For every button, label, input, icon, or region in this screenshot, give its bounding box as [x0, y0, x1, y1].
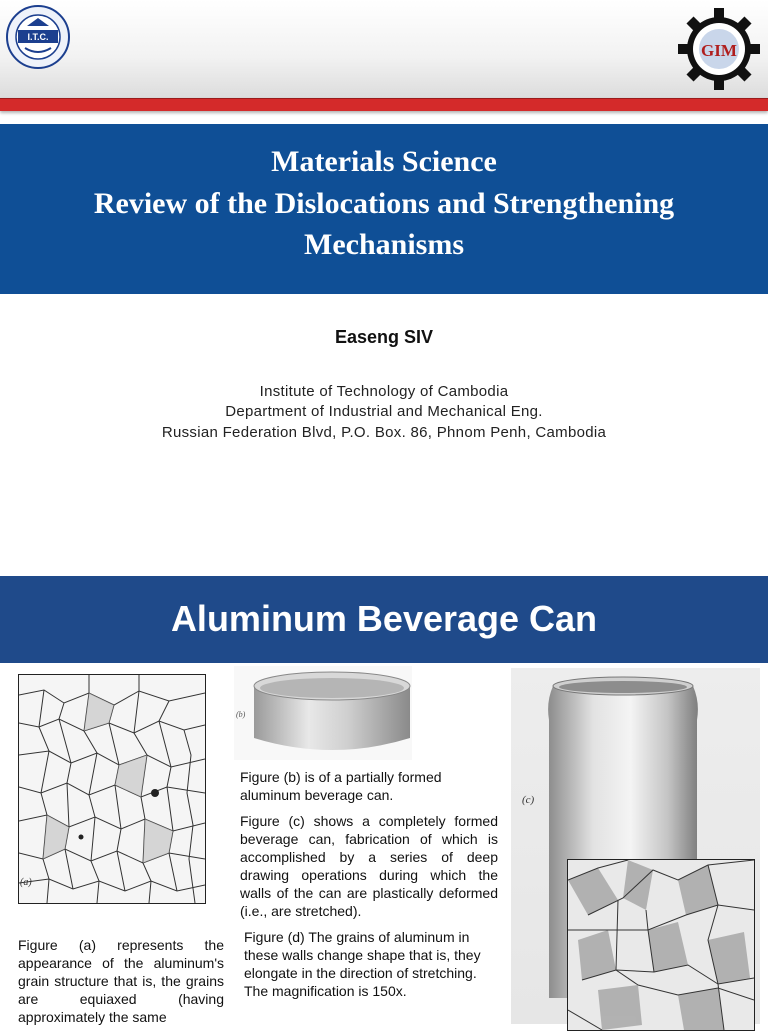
figure-c-caption: Figure (c) shows a completely formed beverage can, fabrication of which is accomplished by a series of deep drawing operations during which the walls of the can are plastically deformed (i.e., are stretched).	[240, 813, 498, 919]
figure-b-caption: Figure (b) is of a partially formed aluminum beverage can.	[240, 769, 442, 803]
partially-formed-can-photo	[234, 666, 412, 760]
affiliation-line-3: Russian Federation Blvd, P.O. Box. 86, Phnom Penh, Cambodia	[161, 424, 607, 441]
figure-a-caption: Figure (a) represents the appearance of the aluminum's grain structure that is, the grains are equiaxed (having approximately the same	[18, 937, 224, 1025]
header-bar	[0, 0, 768, 104]
affiliation-line-2: Department of Industrial and Mechanical Eng.	[225, 403, 543, 420]
slide-heading: Aluminum Beverage Can	[170, 598, 598, 639]
micrograph-elongated-grains	[567, 859, 755, 1031]
heading-band	[0, 576, 768, 663]
figure-b-label: (b)	[236, 710, 246, 719]
title-line-3: Mechanisms	[304, 228, 464, 261]
figure-d-caption: Figure (d) The grains of aluminum in these walls change shape that is, they elongate in the direction of stretching. The magnification is 150x.	[244, 929, 481, 999]
itc-logo-text: I.T.C.	[27, 32, 49, 42]
affiliation-line-1: Institute of Technology of Cambodia	[259, 383, 509, 400]
figure-a-label: (a)	[20, 877, 32, 888]
micrograph-equiaxed-grains	[18, 674, 206, 904]
content-slide	[0, 576, 768, 1024]
itc-logo	[5, 4, 71, 70]
figure-c-label: (c)	[522, 794, 535, 806]
header-red-line	[0, 98, 768, 111]
title-line-1: Materials Science	[271, 145, 497, 178]
gim-gear-logo	[676, 6, 762, 92]
author-name: Easeng SIV	[334, 327, 434, 347]
title-line-2: Review of the Dislocations and Strengthening	[93, 187, 675, 220]
gim-logo-text: GIM	[701, 41, 737, 60]
